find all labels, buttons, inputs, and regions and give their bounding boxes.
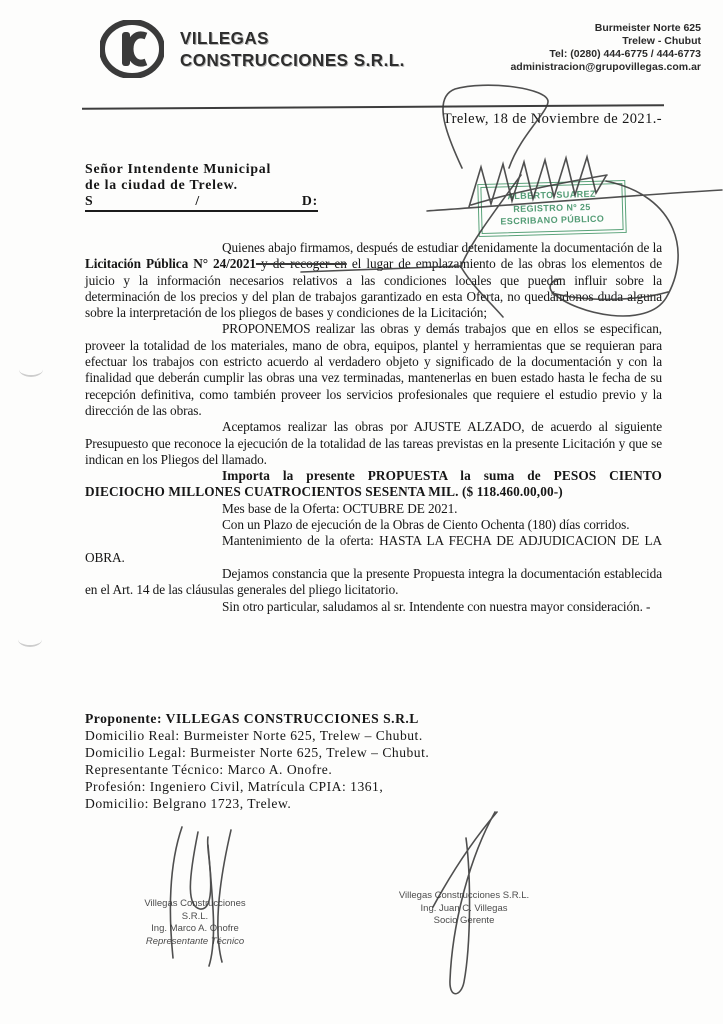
- date-line: Trelew, 18 de Noviembre de 2021.-: [442, 111, 662, 127]
- proponent-domicilio-legal: Domicilio Legal: Burmeister Norte 625, Trelew – Chubut.: [85, 745, 430, 760]
- company-name-line1: VILLEGAS: [180, 28, 270, 48]
- p1-struck-text: y de recoger en: [255, 256, 347, 272]
- address-phone: Tel: (0280) 444-6775 / 444-6773: [549, 48, 701, 60]
- salutation-line: [85, 193, 318, 212]
- punch-hole-mark: [18, 632, 42, 647]
- proponent-block: [85, 710, 429, 812]
- stamp-name: ALBERTO SUAREZ: [507, 188, 596, 202]
- notary-stamp: [477, 180, 626, 237]
- proponent-domicilio-real: Domicilio Real: Burmeister Norte 625, Trelew – Chubut.: [85, 728, 423, 743]
- salutation-slash: /: [195, 193, 200, 208]
- stamp-registry: REGISTRO Nº 25: [513, 201, 591, 214]
- p1-bold-licitacion: Licitación Pública N° 24/2021: [85, 256, 256, 272]
- paragraph-1: [85, 240, 662, 321]
- stamp-title: ESCRIBANO PÚBLICO: [500, 213, 605, 227]
- letterhead-address: [510, 22, 701, 74]
- address-street: Burmeister Norte 625: [594, 22, 701, 34]
- addressee-block: [85, 161, 318, 212]
- p1-pre: Quienes abajo firmamos, después de estudiar detenidamente la documentación de la: [222, 240, 662, 255]
- paragraph-9-cierre: Sin otro particular, saludamos al sr. Intendente con nuestra mayor consideración. -: [222, 598, 651, 614]
- paragraph-7-mantenimiento: Mantenimiento de la oferta: HASTA LA FECHA DE ADJUDICACION DE LA OBRA.: [85, 533, 662, 565]
- salutation-d: D:: [301, 193, 318, 208]
- sig-right-role: Socio Gerente: [433, 915, 495, 926]
- paragraph-8-constancia: Dejamos constancia que la presente Propuesta integra la documentación establecida en el Art. 14 de las cláusulas generales del pliego licitatorio.: [85, 565, 662, 598]
- letterhead-divider: [82, 104, 664, 110]
- notary-stamp-text: [480, 183, 623, 234]
- punch-hole-mark: [19, 362, 43, 377]
- sig-right-company: Villegas Construcciones S.R.L.: [398, 890, 530, 901]
- addressee-line1: Señor Intendente Municipal: [85, 161, 272, 176]
- proponent-representante: Representante Técnico: Marco A. Onofre.: [85, 762, 333, 777]
- sig-left-name: Ing. Marco A. Onofre: [151, 923, 239, 934]
- company-name-line2: CONSTRUCCIONES S.R.L.: [180, 50, 405, 70]
- addressee-line2: de la ciudad de Trelew.: [85, 176, 238, 192]
- company-logo-icon: [100, 20, 164, 78]
- signature-block-right: [398, 890, 530, 928]
- paragraph-3: Aceptamos realizar las obras por AJUSTE ALZADO, de acuerdo al siguiente Presupuesto que reconoce la ejecución de la totalidad de las tareas previstas en la presente Licitación y que se indican en los Pliegos del llamado.: [85, 419, 662, 467]
- proponent-domicilio: Domicilio: Belgrano 1723, Trelew.: [85, 796, 292, 811]
- p1-post: el lugar de emplazamiento de las obras los elementos de juicio y la información necesarios relativos a las condiciones locales que puedan influir sobre la determinación de los precios y del plan de trabajos garantizado en esta Oferta, no quedándonos duda alguna sobre la interpretación de los pliegos de bases y condiciones de la Licitación;: [85, 256, 662, 321]
- paragraph-6-plazo: Con un Plazo de ejecución de la Obras de Ciento Ochenta (180) días corridos.: [222, 517, 630, 533]
- paragraph-4-amount: Importa la presente PROPUESTA la suma de PESOS CIENTO DIECIOCHO MILLONES CUATROCIENTOS SESENTA MIL. ($ 118.460.00,00-): [85, 468, 662, 500]
- address-email: administracion@grupovillegas.com.ar: [510, 61, 701, 73]
- signature-block-left: [130, 898, 260, 948]
- proponent-profesion: Profesión: Ingeniero Civil, Matrícula CPIA: 1361,: [85, 779, 384, 794]
- sig-left-role: Representante Técnico: [145, 935, 245, 947]
- proponent-name: Proponente: VILLEGAS CONSTRUCCIONES S.R.L: [85, 711, 419, 726]
- address-city: Trelew - Chubut: [622, 35, 701, 47]
- letter-body: [85, 240, 662, 615]
- company-name: [180, 27, 405, 71]
- sig-left-company: Villegas Construcciones S.R.L.: [144, 898, 246, 922]
- paragraph-5-mes-base: Mes base de la Oferta: OCTUBRE DE 2021.: [222, 500, 458, 516]
- salutation-s: S: [85, 193, 94, 208]
- paragraph-2: PROPONEMOS realizar las obras y demás trabajos que en ellos se especifican, proveer la totalidad de los materiales, mano de obra, equipos, plantel y herramientas que se requieran para efectuar los trabajos con estricto acuerdo al verdadero objeto y significado de la documentación y con la finalidad que deberán cumplir las obras una vez terminadas, mantenerlas en buen estado hasta le fecha de su recepción definitiva, como también proveer los servicios profesionales que requiere el estudio previo y la dirección de las obras.: [85, 321, 662, 418]
- sig-right-name: Ing. Juan C. Villegas: [420, 902, 508, 914]
